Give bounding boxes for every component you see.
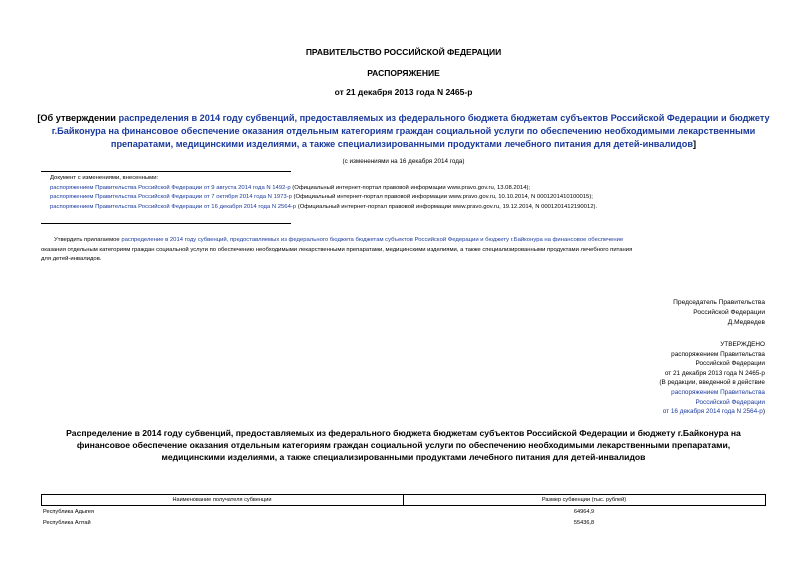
amendment-item [50,203,770,213]
column-header-amount: Размер субвенции (тыс. рублей) [541,497,627,503]
approved-line-4: (В редакции, введенной в действие [659,379,765,387]
amendment-source-3: (Официальный интернет-портал правовой информации www.pravo.gov.ru, 19.12.2014, N 0001201412190012). [296,203,598,210]
approved-link-1[interactable]: распоряжением Правительства [671,388,765,396]
body-paragraph [41,236,766,265]
amendment-item [50,193,770,203]
approved-block [659,340,765,417]
section-title [0,427,807,463]
approved-link-3[interactable]: от 16 декабря 2014 года N 2564-р [662,408,763,416]
changes-note: (с изменениями на 16 декабря 2014 года) [342,158,465,165]
amendment-link-1[interactable]: распоряжением Правительства Российской Федерации от 9 августа 2014 года N 1492-р [50,184,291,191]
signature-block [673,298,765,327]
approved-close-paren: ) [762,408,765,416]
title-open-bracket: [Об утверждении [37,113,119,123]
amendments-block [50,174,770,212]
amendment-source-2: (Официальный интернет-портал правовой информации www.pravo.gov.ru, 10.10.2014, N 0001201410100015); [291,194,593,200]
subsidy-table [41,494,766,571]
approved-line-3: от 21 декабря 2013 года N 2465-р [664,369,765,377]
section-title-line-2: финансовое обеспечение оказания отдельным категориям граждан социальной услуги по обеспечению необходимыми лекарственными препаратами, [76,440,731,450]
section-title-line-3: медицинскими изделиями, а также специализированными продуктами лечебного питания для детей-инвалидов [161,452,646,462]
government-heading: ПРАВИТЕЛЬСТВО РОССИЙСКОЙ ФЕДЕРАЦИИ [305,47,502,57]
section-title-line-1: Распределение в 2014 году субвенций, предоставляемых из федерального бюджета бюджетам субъектов Российской Федерации и бюджету г.Байконура на [66,428,741,438]
body-link[interactable]: распределение в 2014 году субвенций, предоставляемых из федерального бюджета бюджетам субъектов Российской Федерации и бюджету г.Байконура на финансовое обеспечение [121,237,624,243]
title-link[interactable]: распределения в 2014 году субвенций, предоставляемых из федерального бюджета бюджетам субъектов Российской Федерации и бюджету [118,113,770,123]
approved-link-2[interactable]: Российской Федерации [695,398,765,406]
divider [41,223,291,224]
amendment-item [50,184,770,194]
table-row-amount: 55436,8 [573,520,595,526]
approved-line-2: Российской Федерации [695,360,765,368]
title-line-3 [0,138,807,151]
divider [41,171,291,172]
title-link-line-3[interactable]: препаратами, медицинскими изделиями, а также специализированными продуктами лечебного питания для детей-инвалидов [110,139,694,149]
title-line-1 [0,112,807,125]
body-line-2: оказания отдельным категориям граждан социальной услуги по обеспечению необходимыми лекарственными препаратами, медицинскими изделиями, а также специализированными продуктами лечебного питания [41,246,633,253]
signature-country: Российской Федерации [693,308,765,316]
approved-line-1: распоряжением Правительства [671,350,765,358]
body-line-1 [41,236,766,246]
amendment-source-1: (Официальный интернет-портал правовой информации www.pravo.gov.ru, 13.08.2014); [290,184,531,191]
amendments-intro: Документ с изменениями, внесенными: [50,175,159,181]
body-lead: Утвердить прилагаемое [54,237,122,243]
title-close-bracket: ] [693,139,697,149]
table-row-amount: 64964,9 [573,509,595,515]
table-row-recipient: Республика Алтай [43,520,91,526]
amendment-link-2[interactable]: распоряжением Правительства Российской Федерации от 7 октября 2014 года N 1973-р [50,194,292,200]
amendment-link-3[interactable]: распоряжением Правительства Российской Федерации от 16 декабря 2014 года N 2564-р [50,203,297,210]
signature-position: Председатель Правительства [673,299,765,306]
column-header-recipient: Наименование получателя субвенции [172,497,272,503]
body-line-3: для детей-инвалидов. [41,256,102,262]
table-right-border [765,494,766,506]
table-row-recipient: Республика Адыгея [43,509,94,515]
document-title [0,112,807,151]
document-type: РАСПОРЯЖЕНИЕ [367,68,440,78]
document-date-number: от 21 декабря 2013 года N 2465-р [334,87,473,97]
approved-heading: УТВЕРЖДЕНО [720,341,765,348]
signature-name: Д.Медведев [727,318,765,326]
title-link-line-2[interactable]: г.Байконура на финансовое обеспечение оказания отдельным категориям граждан социальной услуги по обеспечению необходимыми лекарственными [51,126,756,136]
